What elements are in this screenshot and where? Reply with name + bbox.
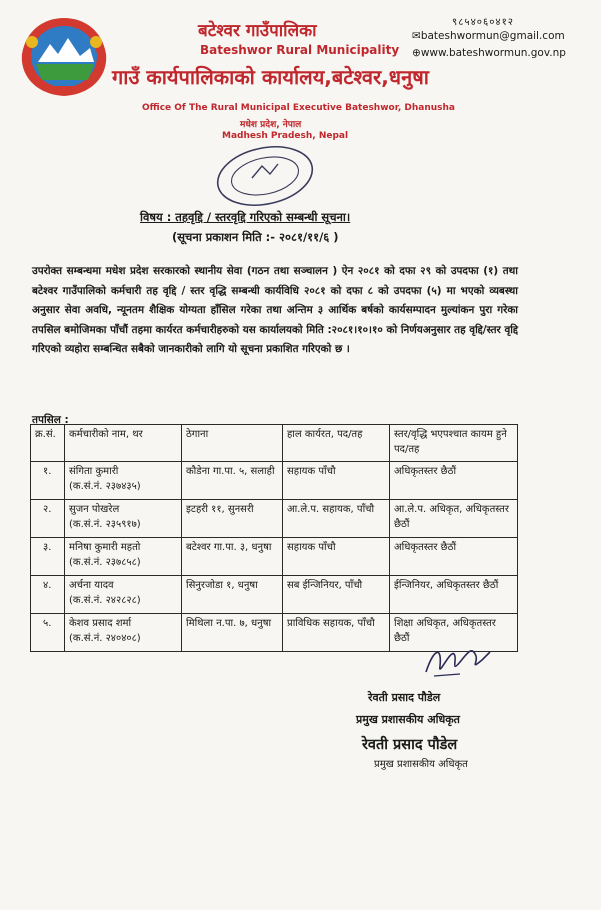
row-serial: २. — [31, 500, 65, 538]
employee-name: केशव प्रसाद शर्मा — [69, 618, 132, 629]
row-employee — [65, 462, 182, 500]
org-name-english: Bateshwor Rural Municipality — [200, 43, 400, 57]
signatory-name: रेवती प्रसाद पौडेल — [368, 691, 441, 704]
employee-code: (क.सं.नं. २३५९१७) — [69, 519, 141, 530]
header-website-text: www.bateshwormun.gov.np — [420, 47, 566, 59]
org-name-nepali: बटेश्वर गाउँपालिका — [198, 21, 317, 41]
office-name-nepali: गाउँ कार्यपालिकाको कार्यालय,बटेश्वर,धनुषा — [112, 65, 429, 89]
header-website[interactable] — [412, 47, 566, 59]
row-address: इटहरी ११, सुनसरी — [182, 500, 283, 538]
office-name-english: Office Of The Rural Municipal Executive Bateshwor, Dhanusha — [142, 103, 455, 113]
employee-name: मनिषा कुमारी महतो — [69, 542, 141, 553]
office-seal-icon — [206, 138, 324, 208]
employee-name: सुजन पोखरेल — [69, 504, 120, 515]
employee-name: संगिता कुमारी — [69, 466, 119, 477]
stamp-title: प्रमुख प्रशासकीय अधिकृत — [374, 759, 468, 770]
header-phone: ९८५४०६०४१२ — [452, 17, 514, 28]
row-current-post: प्राविधिक सहायक, पाँचौ — [283, 614, 390, 652]
col-serial: क्र.सं. — [31, 425, 65, 462]
header-email-text: bateshwormun@gmail.com — [420, 30, 565, 42]
stamp-name: रेवती प्रसाद पौडेल — [362, 737, 458, 753]
notice-body: उपरोक्त सम्बन्धमा मधेश प्रदेश सरकारको स्थानीय सेवा (गठन तथा सञ्चालन ) ऐन २०८१ को दफा २९ को उपदफा (१) तथा बटेश्वर गाउँपालिको कर्मचारी तह वृद्दि / स्तर वृद्धि सम्बन्धी कार्यविधि २०८१ को दफा ८ को उपदफा (५) मा भएको व्यबस्था अनुसार सेवा अवधि, न्यूनतम शैक्षिक योग्यता हाँसिल गरेका तथा अन्तिम ३ आर्थिक बर्षको कार्यसम्पादन मुल्यांकन पुरा गरेका तपसिल बमोजिमका पाँचौं तहमा कार्यरत कर्मचारीहरुको यस कार्यालयको मिति :२०८१।१०।१० को निर्णयअनुसार तह वृद्दि/स्तर वृद्दि गरिएको व्यहोरा सम्बन्धित सबैको जानकारीको लागि यो सूचना प्रकाशित गरिएको छ । — [32, 265, 518, 356]
row-serial: ३. — [31, 538, 65, 576]
employee-name: अर्चना यादव — [69, 580, 114, 591]
row-current-post: सहायक पाँचौ — [283, 462, 390, 500]
table-row — [31, 500, 518, 538]
row-new-post: शिक्षा अधिकृत, अधिकृतस्तर छैठौं — [390, 614, 518, 652]
signatory-title: प्रमुख प्रशासकीय अधिकृत — [356, 713, 460, 726]
row-current-post: सब ईन्जिनियर, पाँचौ — [283, 576, 390, 614]
row-new-post: आ.ले.प. अधिकृत, अधिकृतस्तर छैठौं — [390, 500, 518, 538]
handwritten-signature-icon — [420, 640, 494, 682]
col-address: ठेगाना — [182, 425, 283, 462]
row-employee — [65, 538, 182, 576]
nepal-emblem-icon — [14, 14, 114, 100]
row-serial: ४. — [31, 576, 65, 614]
row-address: बटेश्वर गा.पा. ३, धनुषा — [182, 538, 283, 576]
row-serial: ५. — [31, 614, 65, 652]
mail-icon: ✉ — [412, 30, 421, 42]
employee-code: (क.सं.नं. २४०४०८) — [69, 633, 141, 644]
col-current-post: हाल कार्यरत, पद/तह — [283, 425, 390, 462]
table-row — [31, 538, 518, 576]
table-row — [31, 576, 518, 614]
row-employee — [65, 576, 182, 614]
col-employee-name: कर्मचारीको नाम, थर — [65, 425, 182, 462]
row-current-post: सहायक पाँचौ — [283, 538, 390, 576]
employee-code: (क.सं.नं. २३७८५८) — [69, 557, 141, 568]
row-new-post: अधिकृतस्तर छैठौं — [390, 538, 518, 576]
row-address: सिनुरजोडा १, धनुषा — [182, 576, 283, 614]
promotion-table — [30, 424, 518, 652]
province-english: Madhesh Pradesh, Nepal — [222, 131, 349, 141]
row-employee — [65, 614, 182, 652]
header-email[interactable] — [412, 30, 565, 42]
row-current-post: आ.ले.प. सहायक, पाँचौ — [283, 500, 390, 538]
row-employee — [65, 500, 182, 538]
details-label: तपसिल : — [32, 414, 69, 426]
row-new-post: अधिकृतस्तर छैठौं — [390, 462, 518, 500]
table-row — [31, 462, 518, 500]
row-new-post: ईन्जिनियर, अधिकृतस्तर छैठौं — [390, 576, 518, 614]
row-serial: १. — [31, 462, 65, 500]
publication-date: (सूचना प्रकाशन मिति :- २०८१/११/६ ) — [172, 230, 339, 244]
province-nepali: मधेश प्रदेश, नेपाल — [240, 120, 302, 130]
row-address: कौडेना गा.पा. ५, सलाही — [182, 462, 283, 500]
employee-code: (क.सं.नं. २३७४३५) — [69, 481, 141, 492]
notice-subject: विषय : तहवृद्दि / स्तरवृद्दि गरिएको सम्बन्धी सूचना। — [140, 210, 351, 224]
employee-code: (क.सं.नं. २४२८२८) — [69, 595, 141, 606]
row-address: मिथिला न.पा. ७, धनुषा — [182, 614, 283, 652]
table-header-row — [31, 425, 518, 462]
globe-icon: ⊕ — [412, 47, 421, 59]
col-new-post: स्तर/वृद्धि भएपश्चात कायम हुने पद/तह — [390, 425, 518, 462]
